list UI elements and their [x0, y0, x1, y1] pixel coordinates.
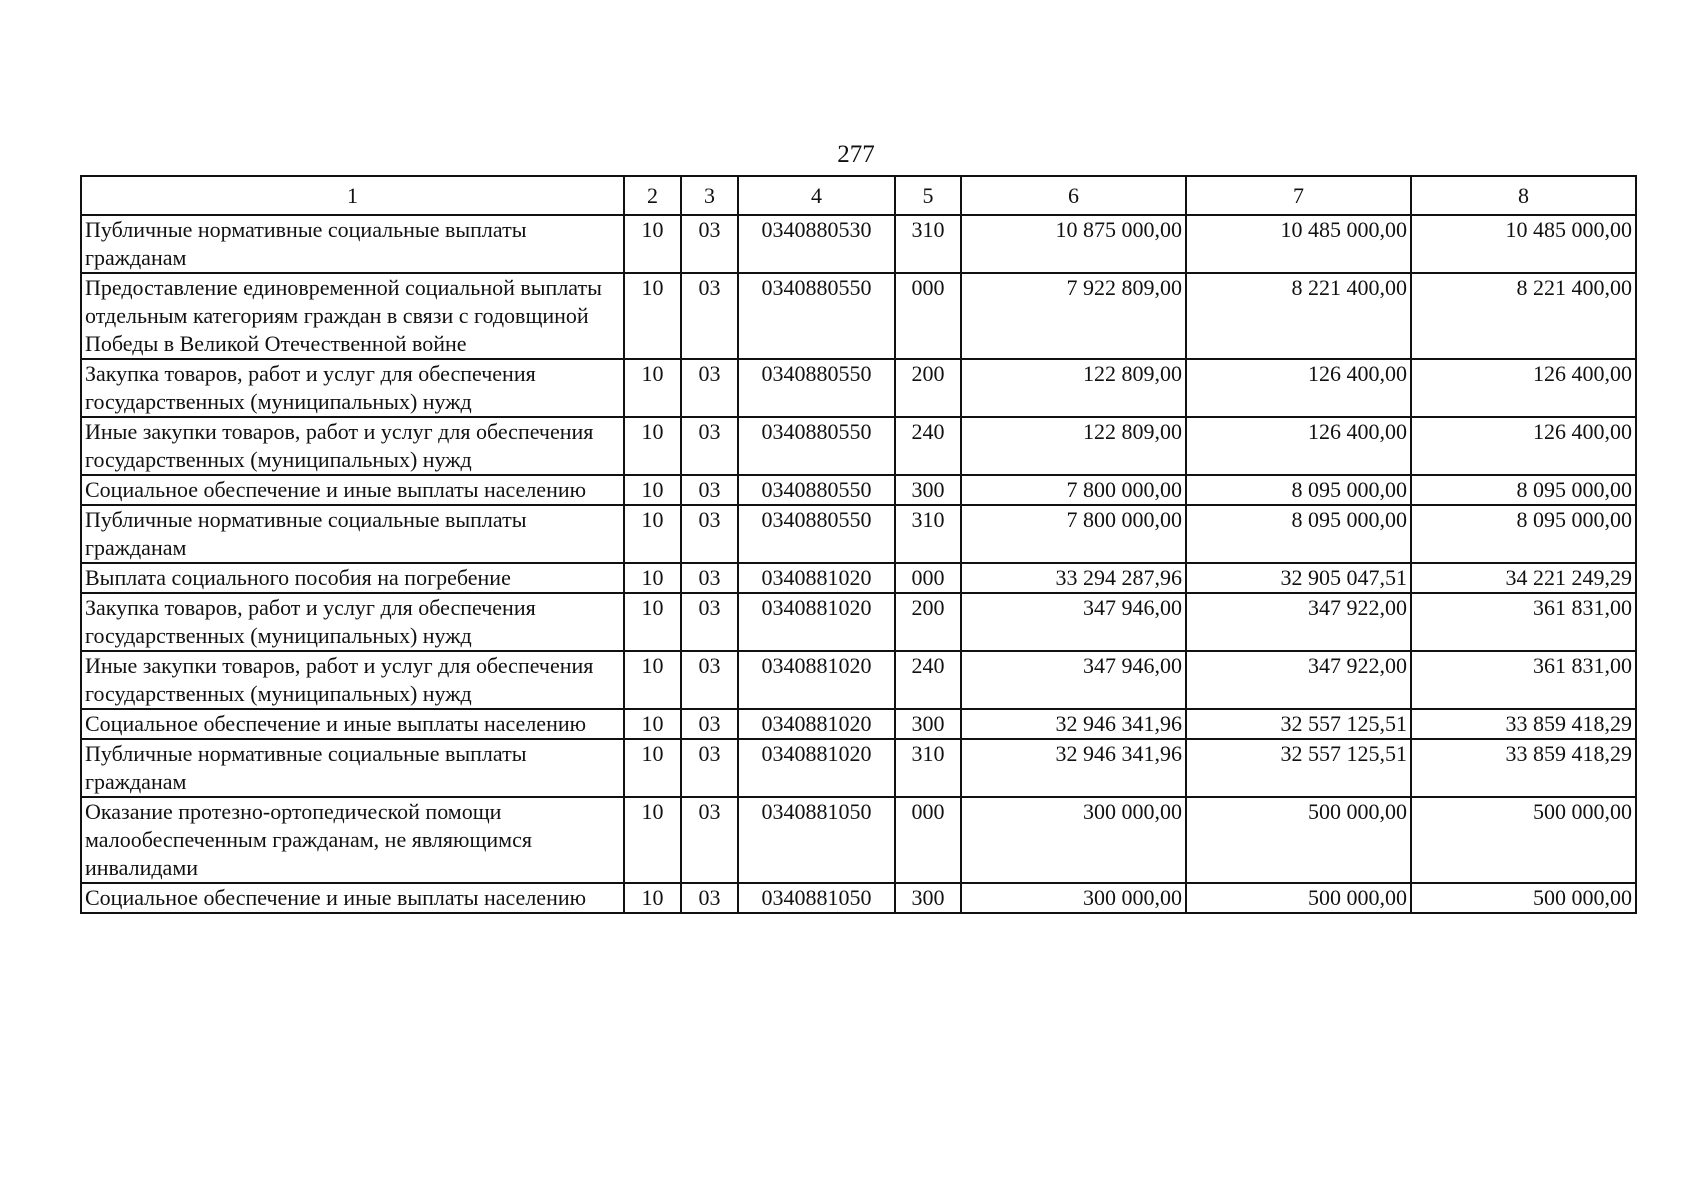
row-amount-col7: 32 905 047,51: [1186, 563, 1411, 593]
column-header-5: 5: [895, 176, 961, 215]
row-expense-type: 300: [895, 709, 961, 739]
row-amount-col6: 300 000,00: [961, 883, 1186, 913]
row-amount-col8: 361 831,00: [1411, 651, 1636, 709]
row-expense-type: 310: [895, 505, 961, 563]
row-name: Иные закупки товаров, работ и услуг для обеспечения государственных (муниципальных) нужд: [81, 417, 624, 475]
row-section: 10: [624, 475, 681, 505]
row-name: Предоставление единовременной социальной выплаты отдельным категориям граждан в связи с годовщиной Победы в Великой Отечественной войне: [81, 273, 624, 359]
row-amount-col6: 347 946,00: [961, 593, 1186, 651]
row-target-article: 0340881020: [738, 739, 895, 797]
column-header-4: 4: [738, 176, 895, 215]
row-target-article: 0340880550: [738, 273, 895, 359]
row-amount-col8: 500 000,00: [1411, 883, 1636, 913]
page-number: 277: [837, 141, 875, 168]
header-row: [81, 176, 1636, 215]
table-row: [81, 505, 1636, 563]
row-amount-col8: 10 485 000,00: [1411, 215, 1636, 273]
table-row: [81, 709, 1636, 739]
row-target-article: 0340880550: [738, 505, 895, 563]
table-body: [81, 215, 1636, 913]
row-amount-col6: 7 800 000,00: [961, 475, 1186, 505]
row-amount-col7: 500 000,00: [1186, 797, 1411, 883]
row-amount-col6: 300 000,00: [961, 797, 1186, 883]
row-subsection: 03: [681, 651, 738, 709]
row-name: Закупка товаров, работ и услуг для обеспечения государственных (муниципальных) нужд: [81, 359, 624, 417]
row-subsection: 03: [681, 417, 738, 475]
row-amount-col6: 32 946 341,96: [961, 709, 1186, 739]
column-header-1: 1: [81, 176, 624, 215]
row-expense-type: 240: [895, 417, 961, 475]
row-target-article: 0340881050: [738, 797, 895, 883]
row-amount-col6: 32 946 341,96: [961, 739, 1186, 797]
row-amount-col8: 500 000,00: [1411, 797, 1636, 883]
row-target-article: 0340880530: [738, 215, 895, 273]
row-subsection: 03: [681, 215, 738, 273]
row-name: Социальное обеспечение и иные выплаты населению: [81, 709, 624, 739]
row-name: Оказание протезно-ортопедической помощи малообеспеченным гражданам, не являющимся инвалидами: [81, 797, 624, 883]
row-target-article: 0340881050: [738, 883, 895, 913]
row-section: 10: [624, 505, 681, 563]
row-subsection: 03: [681, 797, 738, 883]
row-expense-type: 310: [895, 215, 961, 273]
row-expense-type: 300: [895, 475, 961, 505]
row-amount-col8: 126 400,00: [1411, 359, 1636, 417]
table-row: [81, 475, 1636, 505]
row-subsection: 03: [681, 273, 738, 359]
row-section: 10: [624, 883, 681, 913]
table-row: [81, 739, 1636, 797]
budget-table: [80, 175, 1637, 914]
row-expense-type: 000: [895, 563, 961, 593]
row-subsection: 03: [681, 505, 738, 563]
row-name: Публичные нормативные социальные выплаты гражданам: [81, 739, 624, 797]
row-amount-col8: 8 095 000,00: [1411, 505, 1636, 563]
row-amount-col7: 8 095 000,00: [1186, 505, 1411, 563]
row-expense-type: 300: [895, 883, 961, 913]
row-subsection: 03: [681, 563, 738, 593]
row-amount-col7: 8 095 000,00: [1186, 475, 1411, 505]
table-row: [81, 883, 1636, 913]
row-name: Социальное обеспечение и иные выплаты населению: [81, 475, 624, 505]
row-amount-col7: 32 557 125,51: [1186, 709, 1411, 739]
row-amount-col8: 8 095 000,00: [1411, 475, 1636, 505]
row-section: 10: [624, 215, 681, 273]
row-target-article: 0340880550: [738, 359, 895, 417]
table-row: [81, 651, 1636, 709]
row-subsection: 03: [681, 359, 738, 417]
row-name: Публичные нормативные социальные выплаты гражданам: [81, 215, 624, 273]
table-row: [81, 273, 1636, 359]
row-amount-col6: 122 809,00: [961, 417, 1186, 475]
row-amount-col8: 34 221 249,29: [1411, 563, 1636, 593]
row-subsection: 03: [681, 593, 738, 651]
row-target-article: 0340881020: [738, 563, 895, 593]
row-section: 10: [624, 359, 681, 417]
row-amount-col8: 361 831,00: [1411, 593, 1636, 651]
row-target-article: 0340880550: [738, 475, 895, 505]
row-name: Иные закупки товаров, работ и услуг для обеспечения государственных (муниципальных) нужд: [81, 651, 624, 709]
row-amount-col6: 33 294 287,96: [961, 563, 1186, 593]
row-section: 10: [624, 709, 681, 739]
table-row: [81, 593, 1636, 651]
row-name: Выплата социального пособия на погребение: [81, 563, 624, 593]
table-row: [81, 417, 1636, 475]
row-section: 10: [624, 563, 681, 593]
row-section: 10: [624, 593, 681, 651]
table-row: [81, 797, 1636, 883]
row-amount-col8: 33 859 418,29: [1411, 709, 1636, 739]
row-amount-col7: 500 000,00: [1186, 883, 1411, 913]
row-expense-type: 310: [895, 739, 961, 797]
row-amount-col6: 347 946,00: [961, 651, 1186, 709]
table-row: [81, 359, 1636, 417]
row-amount-col7: 126 400,00: [1186, 417, 1411, 475]
row-section: 10: [624, 739, 681, 797]
row-amount-col7: 10 485 000,00: [1186, 215, 1411, 273]
row-amount-col7: 8 221 400,00: [1186, 273, 1411, 359]
row-amount-col8: 8 221 400,00: [1411, 273, 1636, 359]
row-amount-col7: 347 922,00: [1186, 593, 1411, 651]
row-amount-col8: 126 400,00: [1411, 417, 1636, 475]
row-section: 10: [624, 417, 681, 475]
row-section: 10: [624, 273, 681, 359]
row-expense-type: 000: [895, 797, 961, 883]
row-target-article: 0340880550: [738, 417, 895, 475]
column-header-7: 7: [1186, 176, 1411, 215]
row-amount-col8: 33 859 418,29: [1411, 739, 1636, 797]
row-subsection: 03: [681, 709, 738, 739]
row-target-article: 0340881020: [738, 593, 895, 651]
row-amount-col7: 347 922,00: [1186, 651, 1411, 709]
row-expense-type: 000: [895, 273, 961, 359]
row-subsection: 03: [681, 883, 738, 913]
row-target-article: 0340881020: [738, 709, 895, 739]
row-section: 10: [624, 797, 681, 883]
row-expense-type: 240: [895, 651, 961, 709]
column-header-6: 6: [961, 176, 1186, 215]
table-row: [81, 215, 1636, 273]
row-amount-col6: 7 800 000,00: [961, 505, 1186, 563]
row-subsection: 03: [681, 475, 738, 505]
row-name: Социальное обеспечение и иные выплаты населению: [81, 883, 624, 913]
row-amount-col7: 126 400,00: [1186, 359, 1411, 417]
table-row: [81, 563, 1636, 593]
row-expense-type: 200: [895, 593, 961, 651]
column-header-8: 8: [1411, 176, 1636, 215]
column-header-2: 2: [624, 176, 681, 215]
row-subsection: 03: [681, 739, 738, 797]
row-section: 10: [624, 651, 681, 709]
row-amount-col6: 10 875 000,00: [961, 215, 1186, 273]
row-target-article: 0340881020: [738, 651, 895, 709]
row-name: Публичные нормативные социальные выплаты гражданам: [81, 505, 624, 563]
row-amount-col6: 122 809,00: [961, 359, 1186, 417]
row-expense-type: 200: [895, 359, 961, 417]
row-amount-col6: 7 922 809,00: [961, 273, 1186, 359]
column-header-3: 3: [681, 176, 738, 215]
row-name: Закупка товаров, работ и услуг для обеспечения государственных (муниципальных) нужд: [81, 593, 624, 651]
row-amount-col7: 32 557 125,51: [1186, 739, 1411, 797]
